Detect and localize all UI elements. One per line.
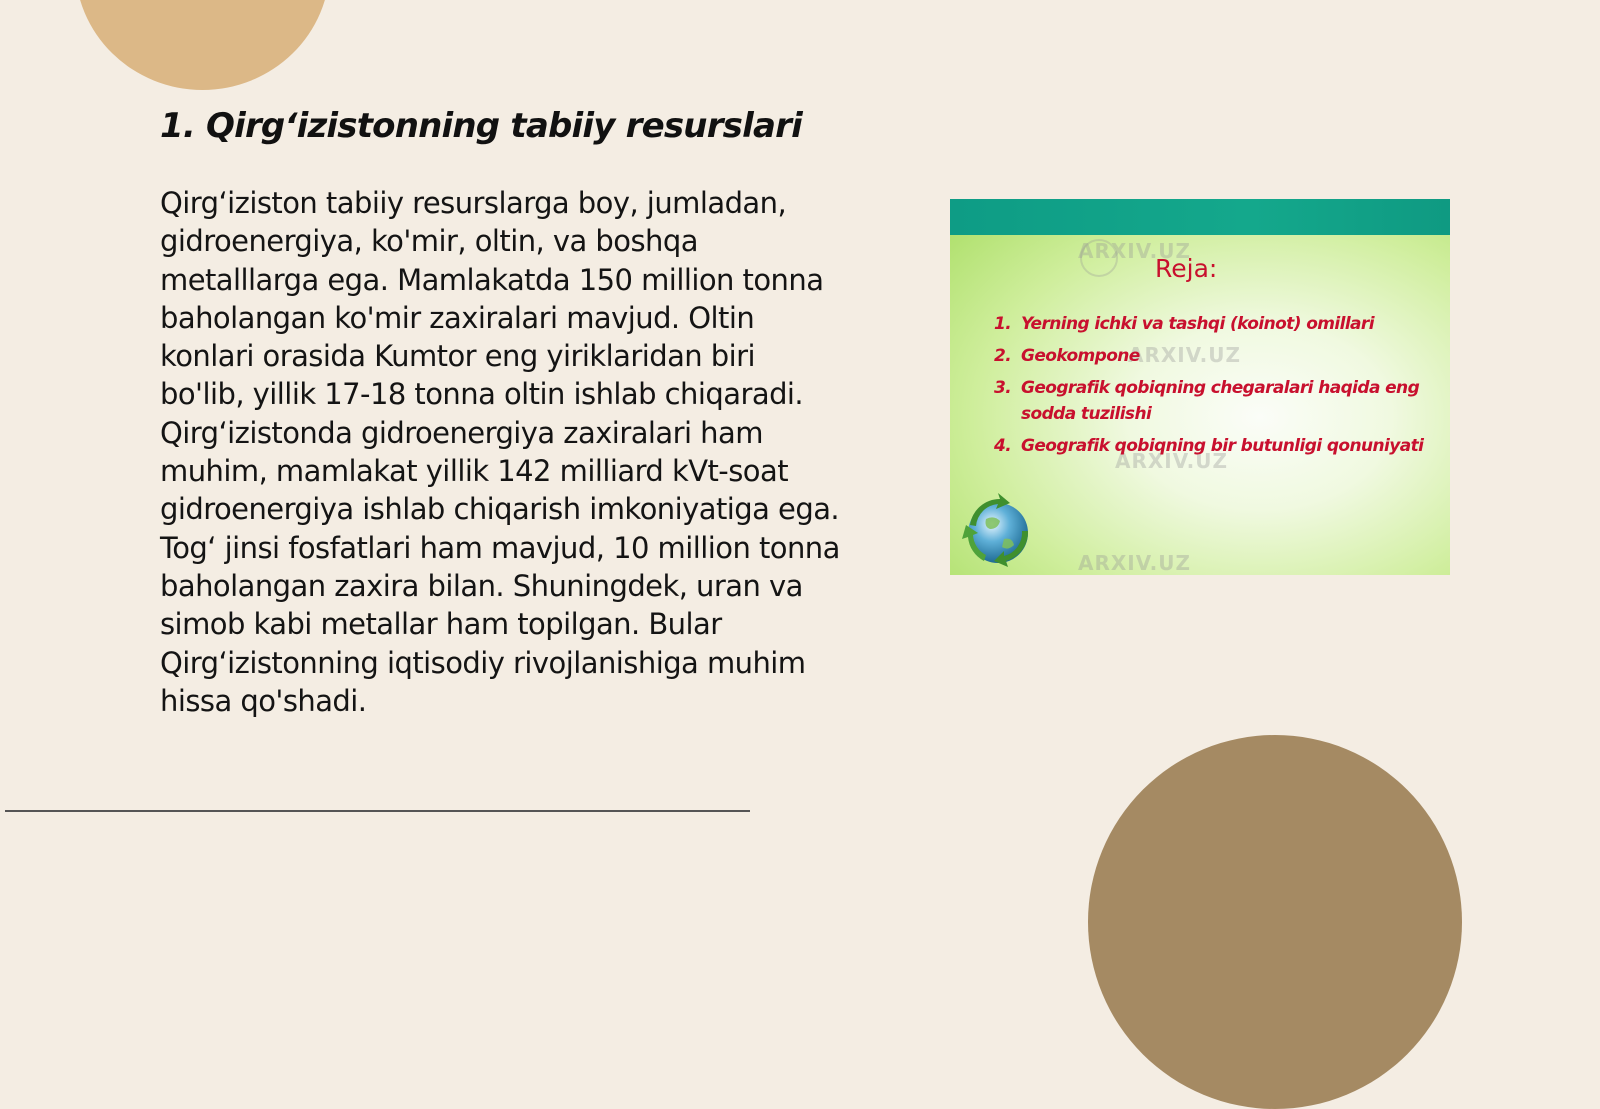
recycle-globe-icon: [956, 489, 1040, 573]
plan-item-text: Geografik qobiqning bir butunligi qonuniyati: [1021, 436, 1424, 456]
plan-heading: Reja:: [1155, 254, 1218, 283]
plan-item-text: Yerning ichki va tashqi (koinot) omillari: [1021, 314, 1374, 334]
slide-header-bar: [950, 199, 1450, 235]
plan-item-number: 1.: [994, 314, 1012, 334]
watermark: ARXIV.UZ: [1078, 551, 1191, 575]
body-paragraph: Qirg‘iziston tabiiy resurslarga boy, jumladan, gidroenergiya, ko'mir, oltin, va boshqa metalllarga ega. Mamlakatda 150 million tonna baholangan ko'mir zaxiralari mavjud. Oltin konlari orasida Kumtor eng yiriklaridan biri bo'lib, yillik 17-18 tonna oltin ishlab chiqaradi. Qirg‘izistonda gidroenergiya zaxiralari ham muhim, mamlakat yillik 142 milliard kVt-soat gidroenergiya ishlab chiqarish imkoniyatiga ega. Tog‘ jinsi fosfatlari ham mavjud, 10 million tonna baholangan zaxira bilan. Shuningdek, uran va simob kabi metallar ham topilgan. Bular Qirg‘izistonning iqtisodiy rivojlanishiga muhim hissa qo'shadi.: [160, 186, 840, 718]
plan-list-item: [994, 375, 1424, 427]
plan-item-text: Geografik qobiqning chegaralari haqida eng sodda tuzilishi: [1021, 378, 1420, 424]
plan-item-number: 2.: [994, 346, 1012, 366]
divider-line: [5, 810, 750, 812]
watermark: ARXIV.UZ: [1078, 239, 1191, 263]
decorative-circle-bottom: [1088, 735, 1462, 1109]
plan-list-item: [994, 311, 1424, 337]
plan-item-number: 4.: [994, 436, 1012, 456]
slide-title: 1. Qirg‘izistonning tabiiy resurslari: [160, 106, 802, 146]
plan-item-text: Geokompone: [1021, 346, 1140, 366]
plan-list-item: [994, 343, 1424, 369]
watermark: ARXIV.UZ: [1115, 449, 1228, 473]
plan-list: [994, 311, 1424, 465]
decorative-circle-top: [75, 0, 330, 90]
embedded-slide-image: [950, 199, 1450, 575]
plan-item-number: 3.: [994, 378, 1012, 398]
plan-list-item: [994, 433, 1424, 459]
watermark: ARXIV.UZ: [1128, 343, 1241, 367]
